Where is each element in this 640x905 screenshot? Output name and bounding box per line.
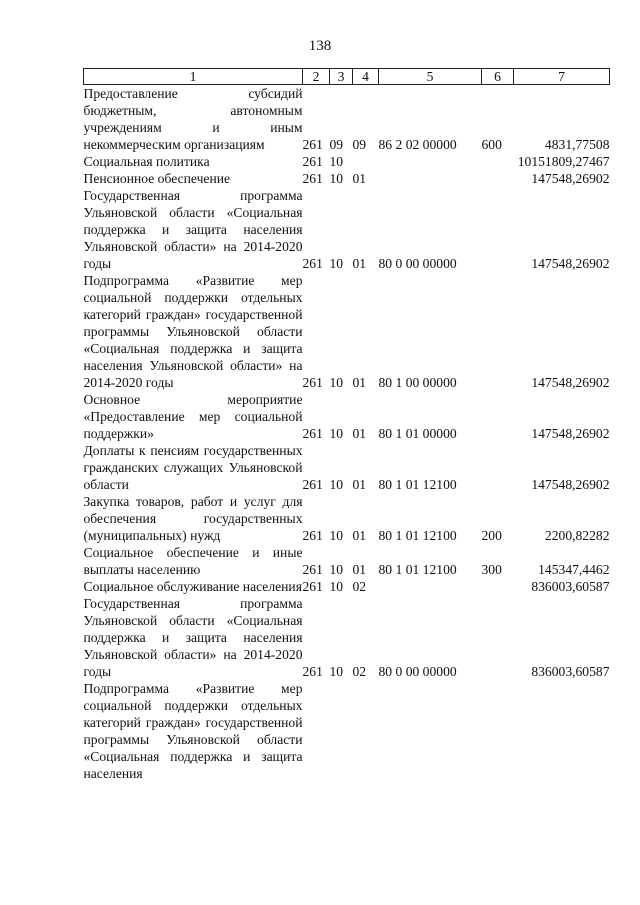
row-col-4: 01 (352, 528, 367, 543)
table-row (84, 153, 610, 170)
row-col-5: 80 1 00 00000 (378, 375, 457, 390)
header-col-3: 3 (330, 69, 353, 85)
row-col-6 (482, 680, 514, 782)
row-col-4: 01 (352, 375, 367, 390)
row-col-5 (379, 170, 482, 187)
row-name: Социальная политика (83, 154, 210, 169)
row-col-4: 01 (352, 171, 367, 186)
row-col-4: 02 (352, 664, 367, 679)
table-row (84, 170, 610, 187)
table-row (84, 442, 610, 493)
table-row (84, 187, 610, 272)
row-amount (514, 680, 610, 782)
row-col-6 (482, 595, 514, 680)
row-col-5 (379, 153, 482, 170)
row-col-3: 10 (329, 375, 344, 390)
row-amount: 145347,4462 (538, 562, 610, 577)
row-name: Закупка товаров, работ и услуг для обеспечения государственных (муниципальных) нужд (83, 494, 303, 543)
row-col-3: 10 (329, 562, 344, 577)
row-name: Основное мероприятие «Предоставление мер социальной поддержки» (83, 392, 303, 441)
row-col-4: 02 (352, 579, 367, 594)
row-col-3: 10 (329, 664, 344, 679)
row-col-5: 80 1 01 12100 (378, 562, 457, 577)
row-amount: 147548,26902 (531, 171, 610, 186)
row-col-2: 261 (302, 375, 323, 390)
row-col-2: 261 (302, 528, 323, 543)
row-amount: 147548,26902 (531, 256, 610, 271)
row-col-4 (353, 153, 379, 170)
row-name: Предоставление субсидий бюджетным, автономным учреждениям и иным некоммерческим организациям (83, 86, 303, 152)
row-amount: 4831,77508 (544, 137, 610, 152)
row-col-3: 10 (329, 256, 344, 271)
row-col-6 (482, 187, 514, 272)
row-col-3: 10 (329, 579, 344, 594)
row-amount: 836003,60587 (531, 664, 610, 679)
table-row (84, 391, 610, 442)
row-col-3: 10 (329, 477, 344, 492)
row-col-2: 261 (302, 154, 323, 169)
row-col-5 (379, 680, 482, 782)
table-row (84, 493, 610, 544)
row-col-5 (379, 578, 482, 595)
row-col-5: 86 2 02 00000 (378, 137, 457, 152)
header-col-6: 6 (482, 69, 514, 85)
row-col-5: 80 0 00 00000 (378, 664, 457, 679)
row-col-2: 261 (302, 579, 323, 594)
row-amount: 2200,82282 (544, 528, 610, 543)
table-row (84, 578, 610, 595)
row-col-2: 261 (302, 256, 323, 271)
row-col-6: 300 (481, 562, 502, 577)
row-col-6 (482, 391, 514, 442)
row-name: Государственная программа Ульяновской области «Социальная поддержка и защита населения Ульяновской области» на 2014-2020 годы (83, 188, 303, 271)
row-amount: 147548,26902 (531, 477, 610, 492)
row-col-2 (303, 680, 330, 782)
row-col-6 (482, 578, 514, 595)
row-col-4: 01 (352, 256, 367, 271)
header-col-4: 4 (353, 69, 379, 85)
header-col-7: 7 (514, 69, 610, 85)
row-col-2: 261 (302, 137, 323, 152)
table-row (84, 544, 610, 578)
row-col-6: 200 (481, 528, 502, 543)
row-name: Государственная программа Ульяновской области «Социальная поддержка и защита населения Ульяновской области» на 2014-2020 годы (83, 596, 303, 679)
header-col-1: 1 (84, 69, 303, 85)
header-row (84, 69, 610, 85)
row-amount: 147548,26902 (531, 426, 610, 441)
page-number: 138 (308, 38, 332, 54)
row-name: Пенсионное обеспечение (83, 171, 231, 186)
row-col-2: 261 (302, 426, 323, 441)
row-amount: 147548,26902 (531, 375, 610, 390)
row-col-6 (482, 442, 514, 493)
row-col-5: 80 1 01 12100 (378, 528, 457, 543)
row-col-6 (482, 272, 514, 391)
row-col-3: 10 (329, 426, 344, 441)
table-row (84, 85, 610, 154)
row-col-3: 10 (329, 171, 344, 186)
row-col-4: 01 (352, 477, 367, 492)
header-col-2: 2 (303, 69, 330, 85)
row-col-5: 80 0 00 00000 (378, 256, 457, 271)
row-name: Доплаты к пенсиям государственных гражданских служащих Ульяновской области (83, 443, 303, 492)
row-col-5: 80 1 01 00000 (378, 426, 457, 441)
row-col-3: 09 (329, 137, 344, 152)
row-name: Социальное обеспечение и иные выплаты населению (83, 545, 303, 577)
row-col-4: 09 (352, 137, 367, 152)
row-col-3: 10 (329, 154, 344, 169)
row-name: Социальное обслуживание населения (83, 579, 302, 594)
row-col-2: 261 (302, 477, 323, 492)
row-name: Подпрограмма «Развитие мер социальной поддержки отдельных категорий граждан» государственной программы Ульяновской области «Социальная поддержка и защита населения Ульяновской области» на 2014-2020 годы (83, 273, 303, 390)
row-col-4: 01 (352, 426, 367, 441)
row-col-2: 261 (302, 171, 323, 186)
row-col-4: 01 (352, 562, 367, 577)
row-name: Подпрограмма «Развитие мер социальной поддержки отдельных категорий граждан» государственной программы Ульяновской области «Социальная поддержка и защита населения (83, 681, 303, 781)
row-col-3 (330, 680, 353, 782)
budget-table (83, 68, 610, 782)
row-col-4 (353, 680, 379, 782)
table-row (84, 272, 610, 391)
table-row (84, 595, 610, 680)
row-amount: 10151809,27467 (517, 154, 610, 169)
table-row (84, 680, 610, 782)
row-col-3: 10 (329, 528, 344, 543)
row-col-5: 80 1 01 12100 (378, 477, 457, 492)
row-amount: 836003,60587 (531, 579, 610, 594)
row-col-6: 600 (481, 137, 502, 152)
header-col-5: 5 (379, 69, 482, 85)
row-col-6 (482, 153, 514, 170)
row-col-2: 261 (302, 664, 323, 679)
row-col-6 (482, 170, 514, 187)
row-col-2: 261 (302, 562, 323, 577)
